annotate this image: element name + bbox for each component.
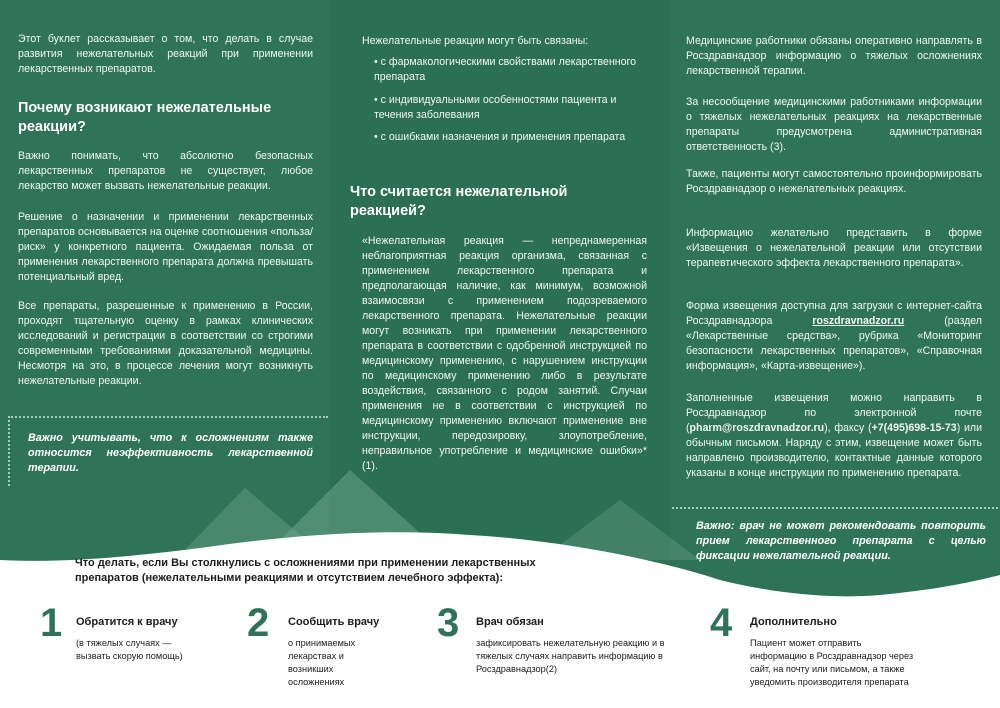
note-ineffectiveness: Важно учитывать, что к осложнениям также относится неэффективность лекарственной терапии. xyxy=(28,432,313,474)
step-title: Сообщить врачу xyxy=(288,616,380,628)
intro-text: Этот буклет рассказывает о том, что делать в случае развития нежелательных реакций при применении лекарственных препаратов. xyxy=(18,33,313,75)
fax-number: +7(495)698-15-73 xyxy=(871,422,957,434)
step-number: 2 xyxy=(247,601,270,645)
paragraph-benefit-risk: Решение о назначении и применении лекарственных препаратов основывается на оценке соотношения «польза/риск» у конкретного пациента. Ожидаемая польза от применения лекарственного препарата должна превышать потенциальный вред. xyxy=(18,211,313,283)
step-title: Дополнительно xyxy=(750,616,837,628)
paragraph-form: Информацию желательно представить в форме «Извещения о нежелательной реакции или отсутствии терапевтического эффекта лекарственного препарата». xyxy=(686,227,982,269)
bottom-title: Что делать, если Вы столкнулись с осложнениями при применении лекарственных препаратов (нежелательными реакциями и отсутствием лечебного эффекта): xyxy=(75,557,536,584)
lead-text: Нежелательные реакции могут быть связаны: xyxy=(362,35,589,47)
step-text: (в тяжелых случаях — вызвать скорую помощь) xyxy=(76,638,183,661)
paragraph-obligation: Медицинские работники обязаны оперативно направлять в Росздравнадзор информацию о тяжелых осложнениях лекарственной терапии. xyxy=(686,35,982,77)
step-text: зафиксировать нежелательную реакцию и в тяжелых случаях направить информацию в Росздравнадзор(2) xyxy=(476,638,665,674)
step-title: Обратится к врачу xyxy=(76,616,178,628)
paragraph-patients: Также, пациенты могут самостоятельно проинформировать Росздравнадзор о нежелательных реакциях. xyxy=(686,168,982,195)
heading-definition: Что считается нежелательной реакцией? xyxy=(350,184,568,219)
dotted-divider xyxy=(8,416,328,418)
heading-why: Почему возникают нежелательные реакции? xyxy=(18,100,272,135)
dotted-divider xyxy=(672,507,998,509)
bullet-item: • с ошибками назначения и применения препарата xyxy=(374,131,626,143)
step-number: 4 xyxy=(710,601,733,645)
step-title: Врач обязан xyxy=(476,616,544,628)
paragraph-approved: Все препараты, разрешенные к применению в России, проходят тщательную оценку в рамках клинических исследований и регистрации в соответствии со строгими современными требованиями доказательной медицины. Несмотря на это, в процессе лечения могут возникнуть нежелательные реакции. xyxy=(18,300,313,387)
dotted-divider-vertical xyxy=(8,416,10,486)
bullet-item: • с фармакологическими свойствами лекарственного препарата xyxy=(374,56,637,83)
paragraph-download: Форма извещения доступна для загрузки с интернет-сайта Росздравнадзора roszdravnadzor.ru (раздел «Лекарственные средства», рубрика «Мониторинг безопасности лекарственных препаратов», «Справочная информация», «Карта-извещение»). xyxy=(686,300,982,372)
step-text: Пациент может отправить информацию в Росздравнадзор через сайт, на почту или письмом, а также уведомить производителя препарата xyxy=(750,638,914,687)
step-number: 3 xyxy=(437,601,460,645)
paragraph-responsibility: За несообщение медицинскими работниками информации о тяжелых нежелательных реакциях на лекарственные препараты предусмотрена административная ответственность (3). xyxy=(686,96,982,153)
bullet-item: • с индивидуальными особенностями пациента и течения заболевания xyxy=(374,94,617,121)
email-link[interactable]: pharm@roszdravnadzor.ru xyxy=(689,422,825,434)
step-number: 1 xyxy=(40,601,63,645)
step-text: о принимаемых лекарствах и возникших осложнениях xyxy=(288,638,356,687)
paragraph-safety: Важно понимать, что абсолютно безопасных лекарственных препаратов не существует, любое лекарство может вызвать нежелательные реакции. xyxy=(18,150,313,192)
website-link[interactable]: roszdravnadzor.ru xyxy=(812,315,905,327)
paragraph-send: Заполненные извещения можно направить в Росздравнадзор по электронной почте (pharm@roszdravnadzor.ru), факсу (+7(495)698-15-73) или обычным письмом. Наряду с этим, извещение может быть направлено производителю, контактные данные которого указаны в конце инструкции по применению препарата. xyxy=(686,392,982,479)
note-doctor: Важно: врач не может рекомендовать повторить прием лекарственного препарата с целью фиксации нежелательной реакции. xyxy=(696,520,986,562)
definition-text: «Нежелательная реакция — непреднамеренная неблагоприятная реакция организма, связанная с применением лекарственного препарата и предполагающая наличие, как минимум, возможной взаимосвязи с применением подозреваемого лекарственного препарата. Нежелательные реакции могут возникать при применении лекарственного препарата в соответствии с одобренной инструкцией по медицинскому применению, с нарушением инструкции по медицинскому применению либо в результате воздействия, связанного с родом занятий. Случаи применения не в соответствии с инструкцией по медицинскому применению включают применение вне инструкции, передозировку, злоупотребление, неправильное употребление и медицинские ошибки»* (1). xyxy=(362,235,647,472)
